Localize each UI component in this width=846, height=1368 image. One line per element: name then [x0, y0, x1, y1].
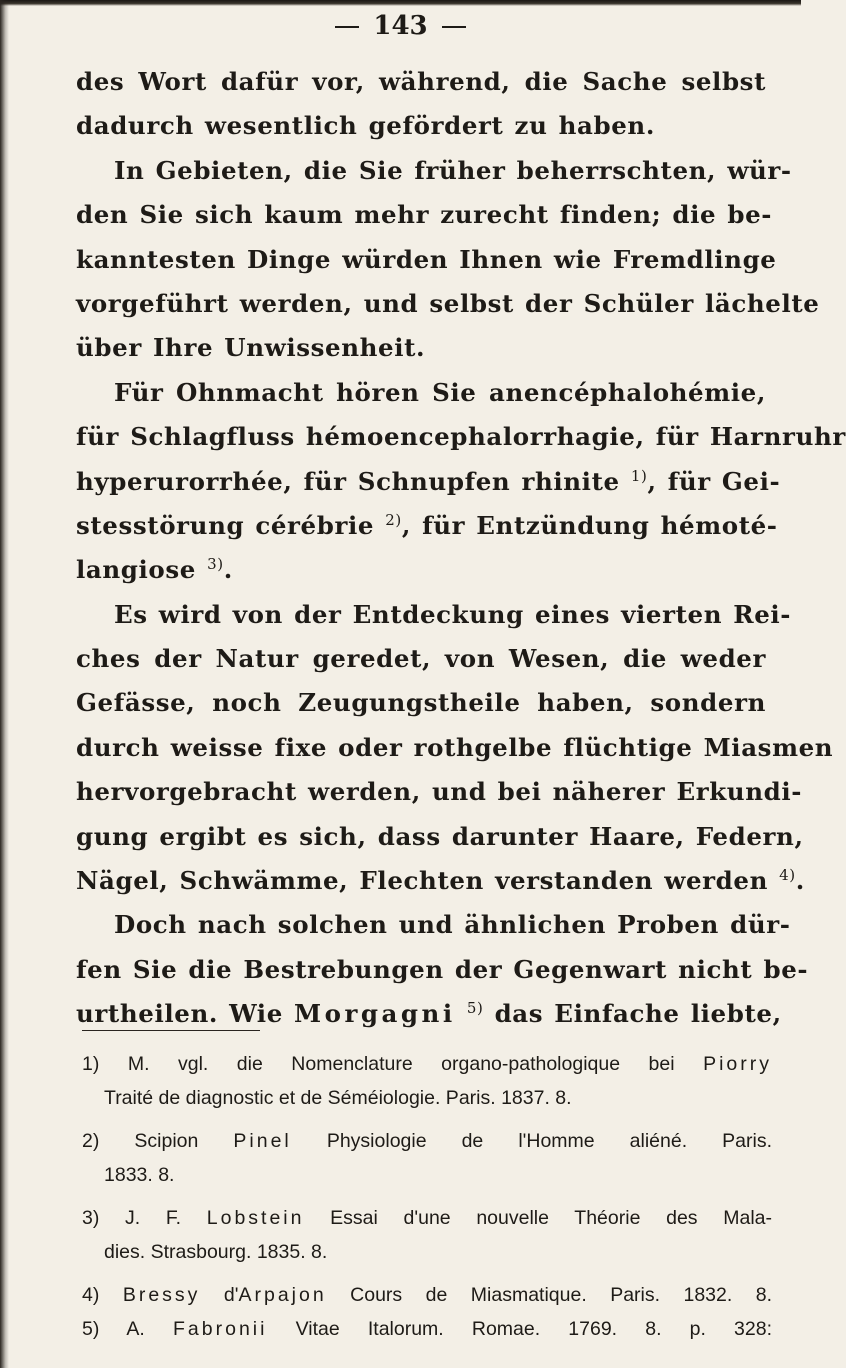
footnote-ref[interactable]: 3)	[207, 555, 224, 574]
footnotes	[82, 1048, 772, 1346]
text-segment: , für Entzündung hémoté-	[401, 510, 778, 540]
footnote-gap	[82, 1115, 772, 1125]
footnote-line	[82, 1125, 772, 1159]
footnote-text: Cours de Miasmatique. Paris. 1832. 8.	[350, 1284, 773, 1306]
text-line: kanntesten Dinge würden Ihnen wie Fremdlinge	[76, 244, 777, 274]
footnote-author: Piorry	[703, 1053, 772, 1075]
footnote-text: Physiologie de l'Homme aliéné. Paris.	[326, 1130, 773, 1152]
text-line: dadurch wesentlich gefördert zu haben.	[76, 111, 655, 141]
text-line	[76, 859, 805, 903]
text-line	[76, 460, 781, 504]
main-text	[76, 60, 846, 1037]
footnote-line	[82, 1048, 772, 1082]
footnote-author: Pinel	[233, 1130, 292, 1152]
footnote-ref[interactable]: 5)	[466, 999, 484, 1018]
text-segment: urtheilen. Wie	[76, 999, 283, 1029]
text-line: Für Ohnmacht hören Sie anencéphalohémie,	[114, 377, 766, 407]
text-line: Gefässe, noch Zeugungstheile haben, sondern	[76, 688, 766, 718]
text-segment: Nägel, Schwämme, Flechten verstanden werden	[76, 866, 769, 896]
footnote-text: M. vgl. die Nomenclature organo-pathologique bei	[127, 1053, 675, 1075]
footnote-text: Scipion	[134, 1130, 199, 1152]
footnote-number: 3)	[82, 1207, 100, 1229]
page-number: 143	[373, 11, 428, 41]
text-segment: hyperurorrhée, für Schnupfen rhinite	[76, 466, 620, 496]
header-dash-left	[335, 26, 359, 28]
author-name: Morgagni	[294, 999, 456, 1029]
text-segment: das Einfache liebte,	[494, 999, 782, 1029]
footnote-text: Vitae Italorum. Romae. 1769. 8. p. 328:	[295, 1317, 773, 1340]
footnote-number: 2)	[82, 1130, 100, 1152]
text-segment: .	[223, 555, 233, 585]
footnote-ref[interactable]: 4)	[779, 866, 796, 885]
text-line: hervorgebracht werden, und bei näherer Erkundi-	[76, 777, 803, 807]
text-segment: stesstörung cérébrie	[76, 510, 375, 540]
text-segment: langiose	[76, 555, 196, 585]
text-line: gung ergibt es sich, dass darunter Haare, Federn,	[76, 821, 804, 851]
footnote-line	[82, 1202, 772, 1236]
footnote-author: Arpajon	[238, 1284, 327, 1306]
footnote-line: 1833. 8.	[104, 1163, 175, 1186]
text-line: des Wort dafür vor, während, die Sache selbst	[76, 67, 766, 96]
footnote-author: Lobstein	[206, 1207, 305, 1229]
footnote-author: Bressy	[122, 1284, 201, 1306]
text-segment: .	[795, 866, 805, 896]
text-line: durch weisse fixe oder rothgelbe flüchtige Miasmen	[76, 732, 834, 762]
footnote-gap	[82, 1269, 772, 1279]
text-line: Es wird von der Entdeckung eines vierten Rei-	[114, 599, 792, 629]
text-line: Doch nach solchen und ähnlichen Proben dür-	[114, 910, 791, 940]
footnote-number: 4)	[82, 1284, 100, 1306]
footnote-text: J. F.	[125, 1207, 182, 1229]
text-line: vorgeführt werden, und selbst der Schüler lächelte	[76, 288, 820, 318]
page-header	[0, 6, 801, 46]
footnote-number: 5)	[82, 1317, 100, 1340]
footnote-number: 1)	[82, 1053, 100, 1075]
footnote-gap	[82, 1192, 772, 1202]
footnote-text: Essai d'une nouvelle Théorie des Mala-	[330, 1207, 772, 1229]
footnote-line	[82, 1279, 772, 1313]
footnote-separator	[82, 1030, 260, 1031]
header-dash-right	[442, 26, 466, 28]
text-line	[76, 548, 766, 592]
text-line: fen Sie die Bestrebungen der Gegenwart nicht be-	[76, 954, 809, 984]
footnote-line: dies. Strasbourg. 1835. 8.	[104, 1240, 328, 1263]
footnote-line: Traité de diagnostic et de Séméiologie. Paris. 1837. 8.	[104, 1086, 572, 1109]
footnote-line	[82, 1313, 772, 1347]
binding-shadow	[0, 0, 9, 1368]
text-segment: , für Gei-	[647, 466, 781, 496]
text-line	[76, 504, 778, 548]
text-line: ches der Natur geredet, von Wesen, die weder	[76, 644, 766, 674]
text-line: für Schlagfluss hémoencephalorrhagie, für Harnruhr	[76, 422, 846, 452]
footnote-ref[interactable]: 2)	[385, 510, 402, 529]
text-line: den Sie sich kaum mehr zurecht finden; die be-	[76, 200, 773, 230]
footnote-text: d'	[223, 1284, 239, 1306]
footnote-ref[interactable]: 1)	[630, 466, 648, 485]
text-line: In Gebieten, die Sie früher beherrschten, wür-	[114, 155, 792, 185]
footnote-text: A.	[126, 1317, 145, 1340]
text-line: über Ihre Unwissenheit.	[76, 333, 426, 363]
footnote-author: Fabronii	[173, 1317, 268, 1340]
